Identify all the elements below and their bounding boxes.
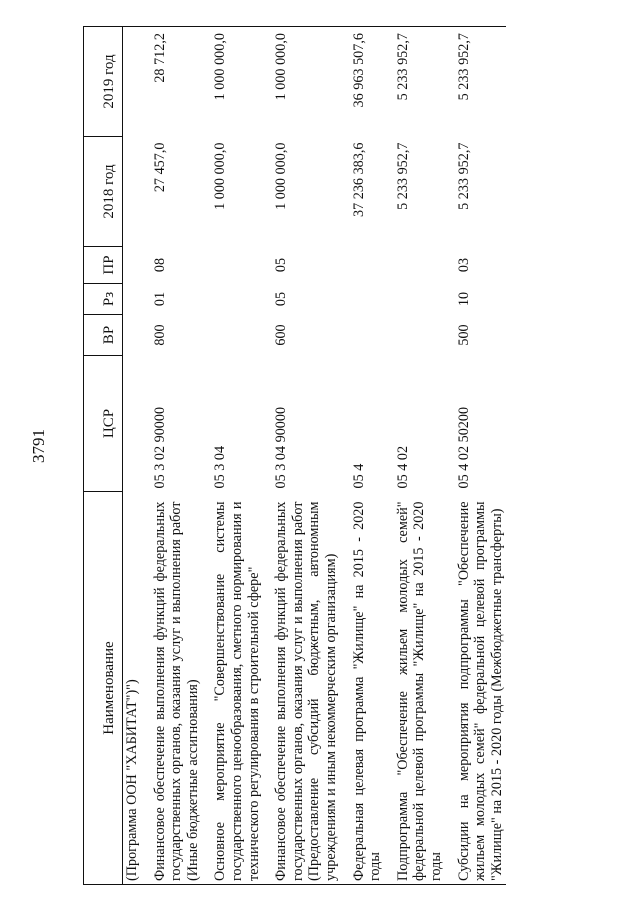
row-vr: 600 [273, 324, 290, 346]
row-csr [123, 356, 142, 492]
row-name: Финансовое обеспечение выполнения функций федеральных государственных органов, оказания услуг и выполнения работ (Иные бюджетные ассигнования) [151, 501, 201, 881]
row-2018: 1 000 000,0 [212, 142, 229, 210]
row-2018: 37 236 383,6 [350, 142, 367, 217]
row-2018: 27 457,0 [151, 142, 168, 193]
row-csr: 05 3 04 [212, 445, 229, 489]
budget-table [83, 26, 506, 885]
row-rz: 01 [151, 291, 168, 307]
row-2019: 5 233 952,7 [455, 33, 472, 101]
table-row [123, 27, 142, 885]
row-name: Финансовое обеспечение выполнения функций федеральных государственных органов, оказания услуг и выполнения работ (Предоставление субсидий бюджетным, автономным учреждениям и иным некоммерческим организациям) [273, 501, 339, 881]
row-rz [341, 284, 385, 315]
row-name: Федеральная целевая программа "Жилище" на 2015 - 2020 годы [350, 501, 384, 881]
row-csr: 05 4 [350, 463, 367, 489]
table-header-row [84, 27, 123, 885]
row-vr: 800 [151, 324, 168, 346]
row-pr: 03 [455, 257, 472, 273]
table-row [263, 27, 340, 885]
page-number: 3791 [29, 429, 48, 463]
row-rz: 10 [455, 291, 472, 307]
row-csr: 05 4 02 [394, 445, 411, 489]
row-2019 [123, 27, 142, 137]
row-rz [202, 284, 263, 315]
header-pr: ПР [84, 247, 123, 284]
row-pr [202, 247, 263, 284]
row-vr [341, 315, 385, 356]
table-row [341, 27, 385, 885]
row-csr: 05 4 02 50200 [455, 406, 472, 489]
header-rz: Рз [84, 284, 123, 315]
row-pr [385, 247, 446, 284]
row-csr: 05 3 02 90000 [151, 406, 168, 489]
row-name: (Программа ООН "ХАБИТАТ")") [124, 679, 140, 881]
row-2018: 5 233 952,7 [394, 142, 411, 210]
row-vr [385, 315, 446, 356]
header-name: Наименование [84, 492, 123, 885]
row-2019: 36 963 507,6 [350, 33, 367, 108]
row-2019: 28 712,2 [151, 33, 168, 83]
row-name: Подпрограмма "Обеспечение жильем молодых семей" федеральной целевой программы "Жилище" на 2015 - 2020 годы [394, 501, 444, 881]
row-csr: 05 3 04 90000 [273, 406, 290, 489]
row-name: Субсидии на мероприятия подпрограммы "Обеспечение жильем молодых семей" федеральной целевой программы "Жилище" на 2015 - 2020 годы (Межбюджетные трансферты) [455, 501, 505, 881]
row-2019: 1 000 000,0 [212, 33, 229, 101]
table-row [142, 27, 203, 885]
table-row [202, 27, 263, 885]
header-2018: 2018 год [84, 137, 123, 247]
row-pr [123, 247, 142, 284]
row-vr: 500 [455, 324, 472, 346]
row-vr [202, 315, 263, 356]
header-csr: ЦСР [84, 356, 123, 492]
row-pr [341, 247, 385, 284]
header-vr: ВР [84, 315, 123, 356]
row-rz: 05 [273, 291, 290, 307]
row-rz [123, 284, 142, 315]
row-name: Основное мероприятие "Совершенствование системы государственного ценообразования, сметного нормирования и технического регулирования в строительной сфере" [212, 501, 262, 881]
row-2018 [123, 137, 142, 247]
row-2018: 1 000 000,0 [273, 142, 290, 210]
row-rz [385, 284, 446, 315]
table-row [385, 27, 446, 885]
header-2019: 2019 год [84, 27, 123, 137]
row-2019: 5 233 952,7 [394, 33, 411, 101]
row-pr: 08 [151, 257, 168, 273]
row-pr: 05 [273, 257, 290, 273]
row-vr [123, 315, 142, 356]
row-2019: 1 000 000,0 [273, 33, 290, 101]
table-row [446, 27, 507, 885]
row-2018: 5 233 952,7 [455, 142, 472, 210]
